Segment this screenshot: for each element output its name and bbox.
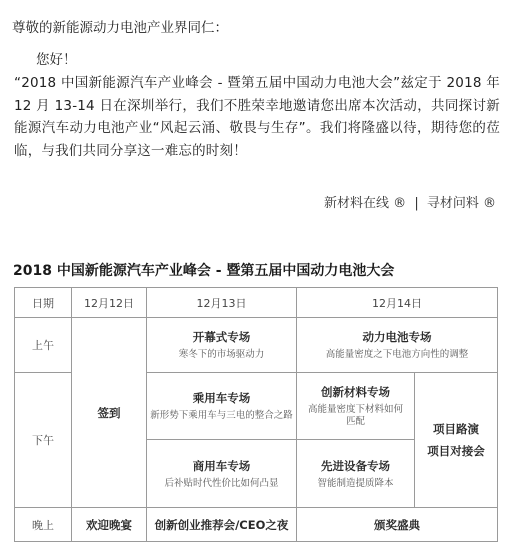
commercial-session	[147, 440, 297, 508]
signature	[324, 193, 496, 216]
signature-separator: |	[414, 196, 419, 211]
roadshow-session	[415, 373, 497, 508]
commercial-subtitle: 后补贴时代性价比如何凸显	[164, 477, 279, 489]
schedule-title: 2018 中国新能源汽车产业峰会 - 暨第五届中国动力电池大会	[13, 263, 395, 279]
checkin-cell: 签到	[72, 318, 147, 508]
welcome-dinner: 欢迎晚宴	[72, 508, 147, 541]
passenger-subtitle: 新形势下乘用车与三电的整合之路	[150, 410, 293, 421]
ceo-night: 创新创业推荐会/CEO之夜	[147, 508, 297, 541]
letter-body: “2018 中国新能源汽车产业峰会 - 暨第五届中国动力电池大会”兹定于 2018 年 12 月 13-14 日在深圳举行，我们不胜荣幸地邀请您出席本次活动，共同探讨新能源汽车动力电池产业“风起云涌、敬畏与生存”。我们将隆盛以待，期待您的莅临，与我们共同分享这一难忘的时刻！	[14, 75, 500, 159]
header-date: 日期	[15, 288, 72, 318]
commercial-title: 商用车专场	[192, 458, 251, 473]
passenger-title: 乘用车专场	[192, 391, 251, 405]
battery-session	[297, 318, 497, 373]
row-afternoon: 下午	[15, 373, 72, 508]
opening-session	[147, 318, 297, 373]
header-day2: 12月13日	[147, 288, 297, 318]
schedule-table	[14, 287, 498, 542]
row-morning: 上午	[15, 318, 72, 373]
signature-brand-2: 寻材问料 ®	[426, 196, 496, 211]
header-day3: 12月14日	[297, 288, 497, 318]
materials-title: 创新材料专场	[321, 385, 390, 399]
battery-subtitle: 高能量密度之下电池方向性的调整	[325, 349, 469, 360]
opening-title: 开幕式专场	[192, 330, 251, 344]
signature-brand-1: 新材料在线 ®	[324, 196, 407, 211]
passenger-session	[147, 373, 297, 440]
row-evening: 晚上	[15, 508, 72, 541]
header-day1: 12月12日	[72, 288, 147, 318]
salutation: 尊敬的新能源动力电池产业界同仁：	[12, 20, 228, 36]
equipment-subtitle: 智能制造提质降本	[317, 477, 394, 489]
awards-ceremony: 颁奖盛典	[374, 517, 420, 532]
equipment-session	[297, 440, 415, 508]
greeting: 您好！	[36, 52, 77, 68]
materials-session	[297, 373, 415, 440]
roadshow-line1: 项目路演	[433, 422, 479, 436]
roadshow-line2: 项目对接会	[427, 444, 485, 458]
equipment-title: 先进设备专场	[321, 458, 390, 473]
materials-subtitle: 高能量密度下材料如何匹配	[307, 404, 403, 427]
battery-title: 动力电池专场	[362, 330, 432, 344]
opening-subtitle: 寒冬下的市场驱动力	[178, 349, 265, 360]
